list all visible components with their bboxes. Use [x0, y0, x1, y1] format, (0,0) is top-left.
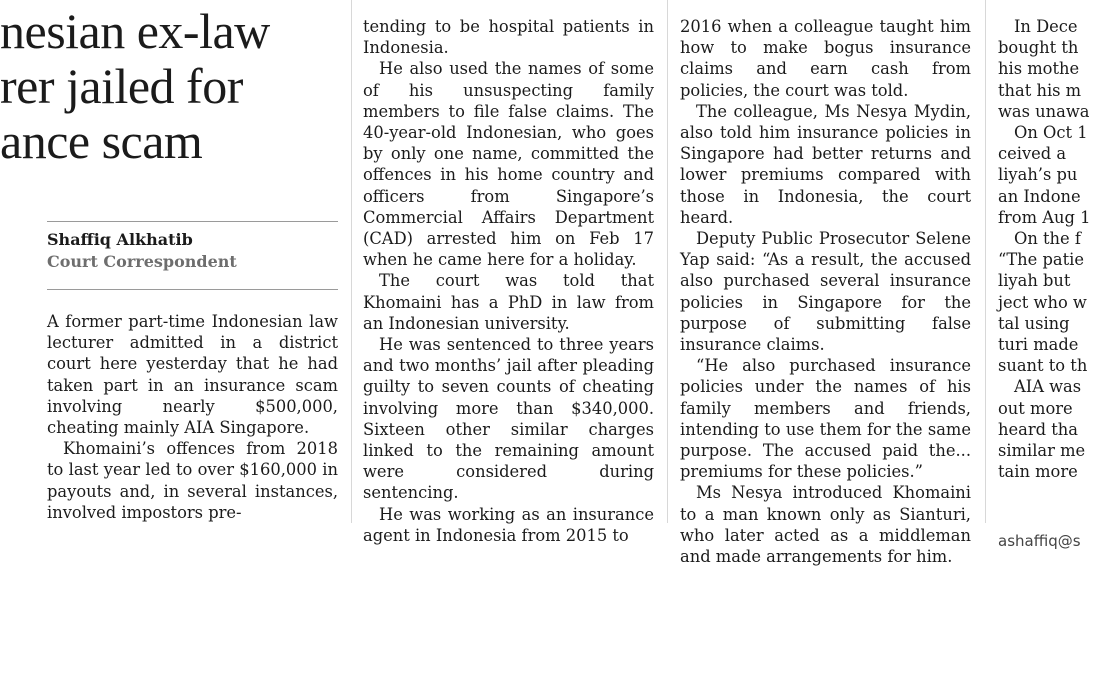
author-email[interactable]: ashaffiq@s: [998, 532, 1081, 550]
author-role: Court Correspondent: [47, 252, 237, 271]
text-line: that his m: [998, 80, 1082, 100]
text-line: ject who w: [998, 292, 1087, 312]
text-line: ceived a: [998, 144, 1067, 164]
text-line: “The patie: [998, 250, 1084, 270]
text-line: tain more: [998, 462, 1078, 482]
article-column-3: [680, 16, 971, 567]
paragraph: Khomaini’s offences from 2018 to last year led to over $160,000 in payouts and, in several instances, involved impostors pre-: [47, 439, 338, 522]
column-divider: [985, 0, 986, 523]
text-line: an Indone: [998, 186, 1081, 206]
paragraph: Ms Nesya introduced Khomaini to a man known only as Sianturi, who later acted as a middleman and made arrangements for him.: [680, 483, 971, 567]
article-column-1: [47, 311, 338, 523]
byline: [47, 229, 237, 273]
author-name: Shaffiq Alkhatib: [47, 230, 193, 249]
paragraph: He was sentenced to three years and two months’ jail after pleading guilty to seven counts of cheating involving more than $340,000. Sixteen other similar charges linked to the remaining amount were considered during sentencing.: [363, 335, 654, 503]
text-line: out more: [998, 398, 1073, 418]
text-line: heard tha: [998, 419, 1078, 439]
text-line: similar me: [998, 441, 1086, 461]
article-column-4-cropped: [998, 16, 1118, 482]
column-divider: [351, 0, 352, 523]
text-line: was unawa: [998, 101, 1090, 121]
byline-top-rule: [47, 221, 338, 222]
paragraph: The colleague, Ms Nesya Mydin, also told him insurance policies in Singapore had better returns and lower premiums compared with those in Indonesia, the court heard.: [680, 101, 971, 227]
paragraph: He was working as an insurance agent in Indonesia from 2015 to: [363, 504, 654, 545]
headline-line-2: rer jailed for: [0, 58, 243, 114]
paragraph: 2016 when a colleague taught him how to make bogus insurance claims and earn cash from policies, the court was told.: [680, 17, 971, 100]
text-line: suant to th: [998, 356, 1088, 376]
text-line: turi made: [998, 335, 1079, 355]
text-line: tal using: [998, 313, 1070, 333]
paragraph: The court was told that Khomaini has a PhD in law from an Indonesian university.: [363, 271, 654, 333]
paragraph: He also used the names of some of his unsuspecting family members to file false claims. The 40-year-old Indonesian, who goes by only one name, committed the offences in his home country and officers from Singapore’s Commercial Affairs Department (CAD) arrested him on Feb 17 when he came here for a holiday.: [363, 59, 654, 270]
paragraph: “He also purchased insurance policies under the names of his family members and friends, intending to use them for the same purpose. The accused paid the... premiums for these policies.”: [680, 356, 971, 482]
text-line: bought th: [998, 38, 1079, 58]
text-line: from Aug 1: [998, 207, 1091, 227]
text-line: his mothe: [998, 59, 1080, 79]
text-line: In Dece: [1014, 17, 1078, 36]
headline: [0, 4, 340, 169]
text-line: On the f: [1014, 229, 1081, 249]
text-line: On Oct 1: [1014, 123, 1088, 143]
paragraph: tending to be hospital patients in Indonesia.: [363, 17, 654, 58]
headline-line-1: nesian ex-law: [0, 3, 270, 59]
text-line: liyah but: [998, 271, 1071, 291]
text-line: liyah’s pu: [998, 165, 1078, 185]
byline-bottom-rule: [47, 289, 338, 290]
column-divider: [667, 0, 668, 523]
article-column-2: [363, 16, 654, 546]
text-line: AIA was: [1014, 377, 1082, 397]
headline-line-3: ance scam: [0, 113, 203, 169]
paragraph: Deputy Public Prosecutor Selene Yap said: “As a result, the accused also purchased several insurance policies in Singapore for the purpose of submitting false insurance claims.: [680, 229, 971, 355]
paragraph: A former part-time Indonesian law lecturer admitted in a district court here yesterday that he had taken part in an insurance scam involving nearly $500,000, cheating mainly AIA Singapore.: [47, 312, 338, 438]
